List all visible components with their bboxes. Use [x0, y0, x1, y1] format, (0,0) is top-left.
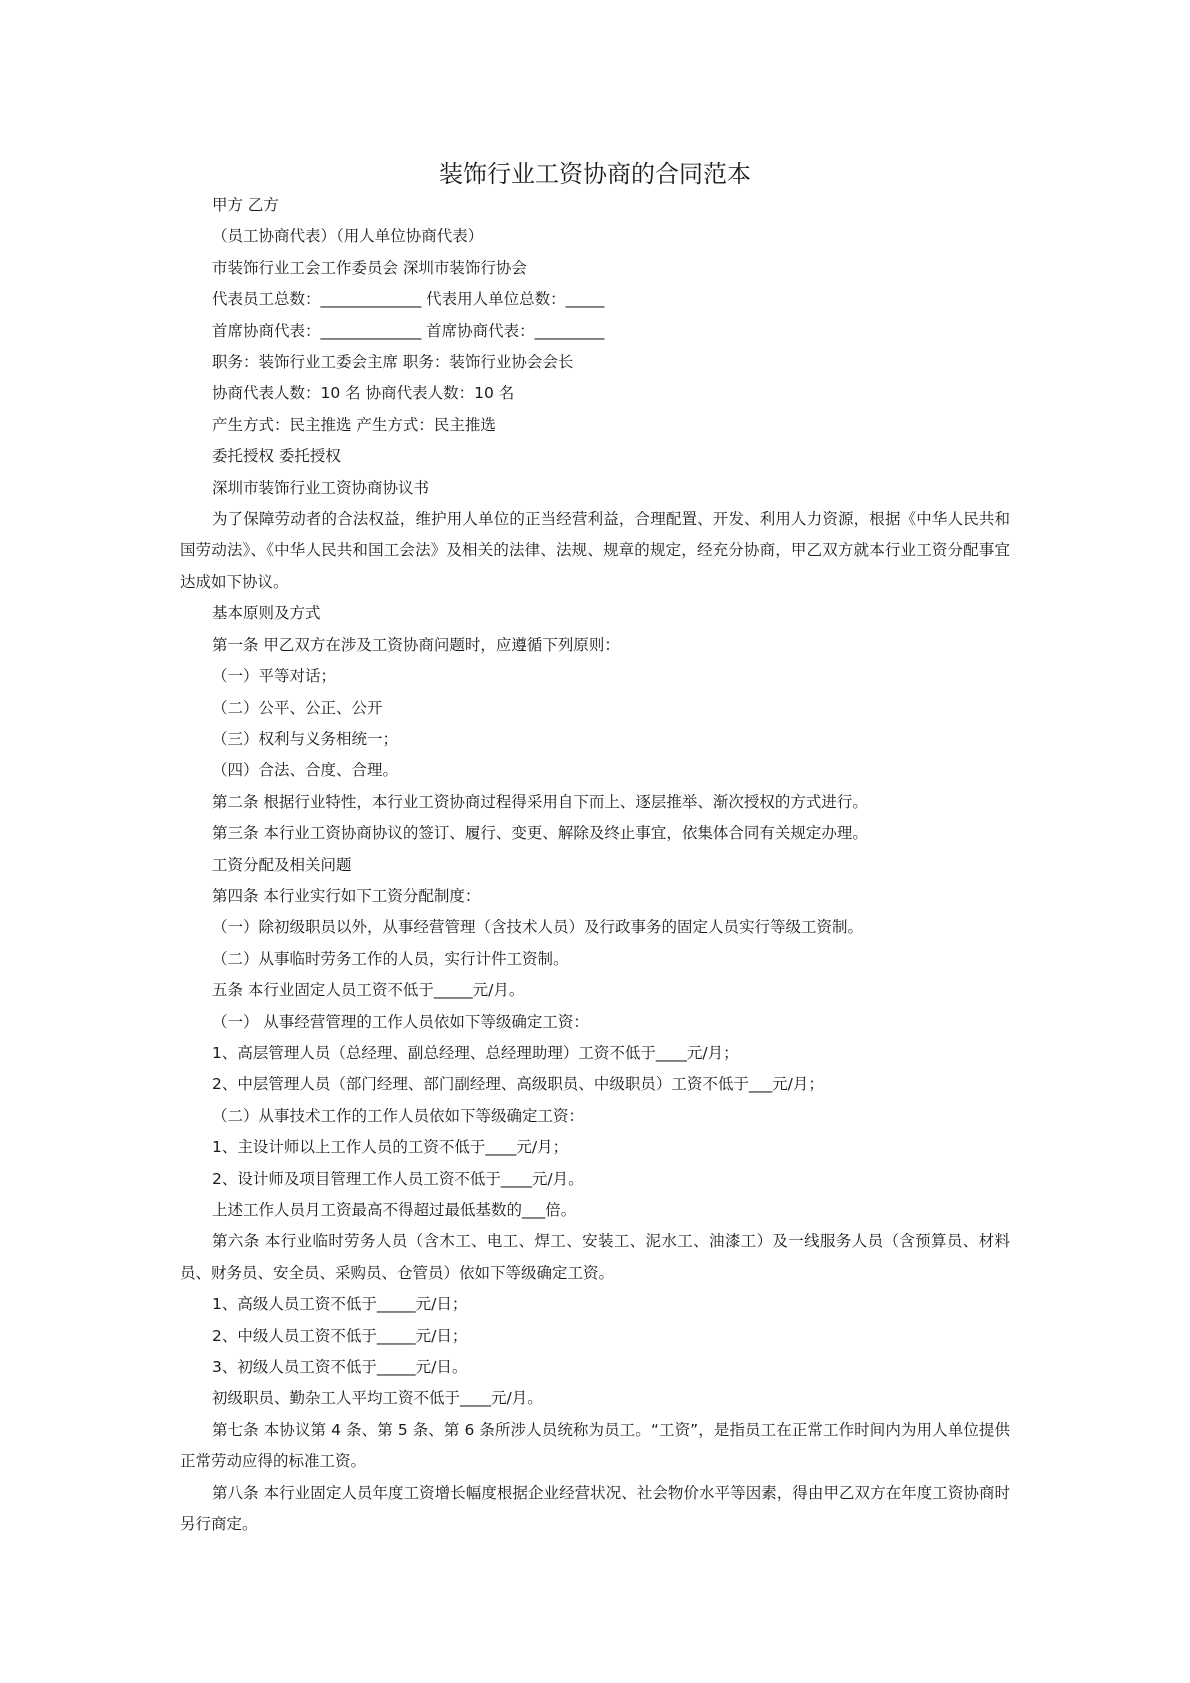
principle-item: （三）权利与义务相统一；: [212, 729, 399, 748]
wage-cap: 上述工作人员月工资最高不得超过最低基数的___倍。: [212, 1201, 577, 1219]
article-5: 五条 本行业固定人员工资不低于_____元/月。: [212, 981, 525, 1000]
wage-level-item: 2、中层管理人员（部门经理、部门副经理、高级职员、中级职员）工资不低于___元/月；: [212, 1075, 824, 1094]
daily-wage-item: 3、初级人员工资不低于_____元/日。: [212, 1358, 468, 1377]
principle-item: （四）合法、合度、合理。: [212, 761, 399, 780]
selection-method: 产生方式：民主推选 产生方式：民主推选: [212, 415, 496, 434]
positions: 职务：装饰行业工委会主席 职务：装饰行业协会会长: [212, 353, 574, 372]
daily-wage-item: 1、高级人员工资不低于_____元/日；: [212, 1295, 468, 1314]
party-names: 市装饰行业工会工作委员会 深圳市装饰行协会: [212, 258, 527, 277]
article-8: 第八条 本行业固定人员年度工资增长幅度根据企业经营状况、社会物价水平等因素，得由甲乙双方在年度工资协商时另行商定。: [180, 1483, 1010, 1534]
article-4: 第四条 本行业实行如下工资分配制度：: [212, 886, 481, 905]
article-3: 第三条 本行业工资协商协议的签订、履行、变更、解除及终止事宜，依集体合同有关规定办理。: [212, 824, 868, 843]
wage-level-item: 1、主设计师以上工作人员的工资不低于____元/月；: [212, 1138, 569, 1157]
document-title: 装饰行业工资协商的合同范本: [439, 160, 751, 188]
daily-wage-item: 2、中级人员工资不低于_____元/日；: [212, 1326, 468, 1345]
article-6: 第六条 本行业临时劳务人员（含木工、电工、焊工、安装工、泥水工、油漆工）及一线服务人员（含预算员、材料员、财务员、安全员、采购员、仓管员）依如下等级确定工资。: [180, 1232, 1010, 1282]
agreement-name: 深圳市装饰行业工资协商协议书: [212, 478, 430, 497]
article-2: 第二条 根据行业特性，本行业工资协商过程得采用自下而上、逐层推举、渐次授权的方式进行。: [212, 792, 868, 811]
party-header: 甲方 乙方: [212, 196, 279, 214]
authorization: 委托授权 委托授权: [212, 447, 341, 466]
wage-system-item: （一）除初级职员以外，从事经营管理（含技术人员）及行政事务的固定人员实行等级工资制。: [212, 918, 864, 937]
article-7: 第七条 本协议第 4 条、第 5 条、第 6 条所涉人员统称为员工。“工资”，是指员工在正常工作时间内为用人单位提供正常劳动应得的标准工资。: [180, 1420, 1010, 1471]
wage-level-item: 1、高层管理人员（总经理、副总经理、总经理助理）工资不低于____元/月；: [212, 1043, 739, 1062]
wage-level-heading: （一） 从事经营管理的工作人员依如下等级确定工资：: [212, 1012, 589, 1031]
principle-item: （二）公平、公正、公开: [212, 698, 383, 717]
representative-counts: 协商代表人数：10 名 协商代表人数：10 名: [212, 384, 515, 403]
wage-level-heading: （二）从事技术工作的工作人员依如下等级确定工资：: [212, 1106, 585, 1125]
principle-item: （一）平等对话；: [212, 667, 337, 686]
junior-staff-wage: 初级职员、勤杂工人平均工资不低于____元/月。: [212, 1389, 543, 1408]
section-heading-principles: 基本原则及方式: [212, 604, 321, 623]
article-1: 第一条 甲乙双方在涉及工资协商问题时，应遵循下列原则：: [212, 635, 620, 654]
chief-representatives: 首席协商代表：_____________ 首席协商代表：_________: [212, 321, 605, 340]
section-heading-wages: 工资分配及相关问题: [212, 855, 352, 874]
wage-system-item: （二）从事临时劳务工作的人员，实行计件工资制。: [212, 949, 569, 968]
representative-totals: 代表员工总数：_____________ 代表用人单位总数：_____: [212, 290, 605, 309]
preamble-paragraph: 为了保障劳动者的合法权益，维护用人单位的正当经营利益，合理配置、开发、利用人力资源，根据《中华人民共和国劳动法》、《中华人民共和国工会法》及相关的法律、法规、规章的规定，经充分协商，甲乙双方就本行业工资分配事宜达成如下协议。: [180, 510, 1010, 591]
wage-level-item: 2、设计师及项目管理工作人员工资不低于____元/月。: [212, 1169, 584, 1188]
party-roles: （员工协商代表）（用人单位协商代表）: [212, 227, 484, 246]
document-body: [180, 190, 1010, 1540]
